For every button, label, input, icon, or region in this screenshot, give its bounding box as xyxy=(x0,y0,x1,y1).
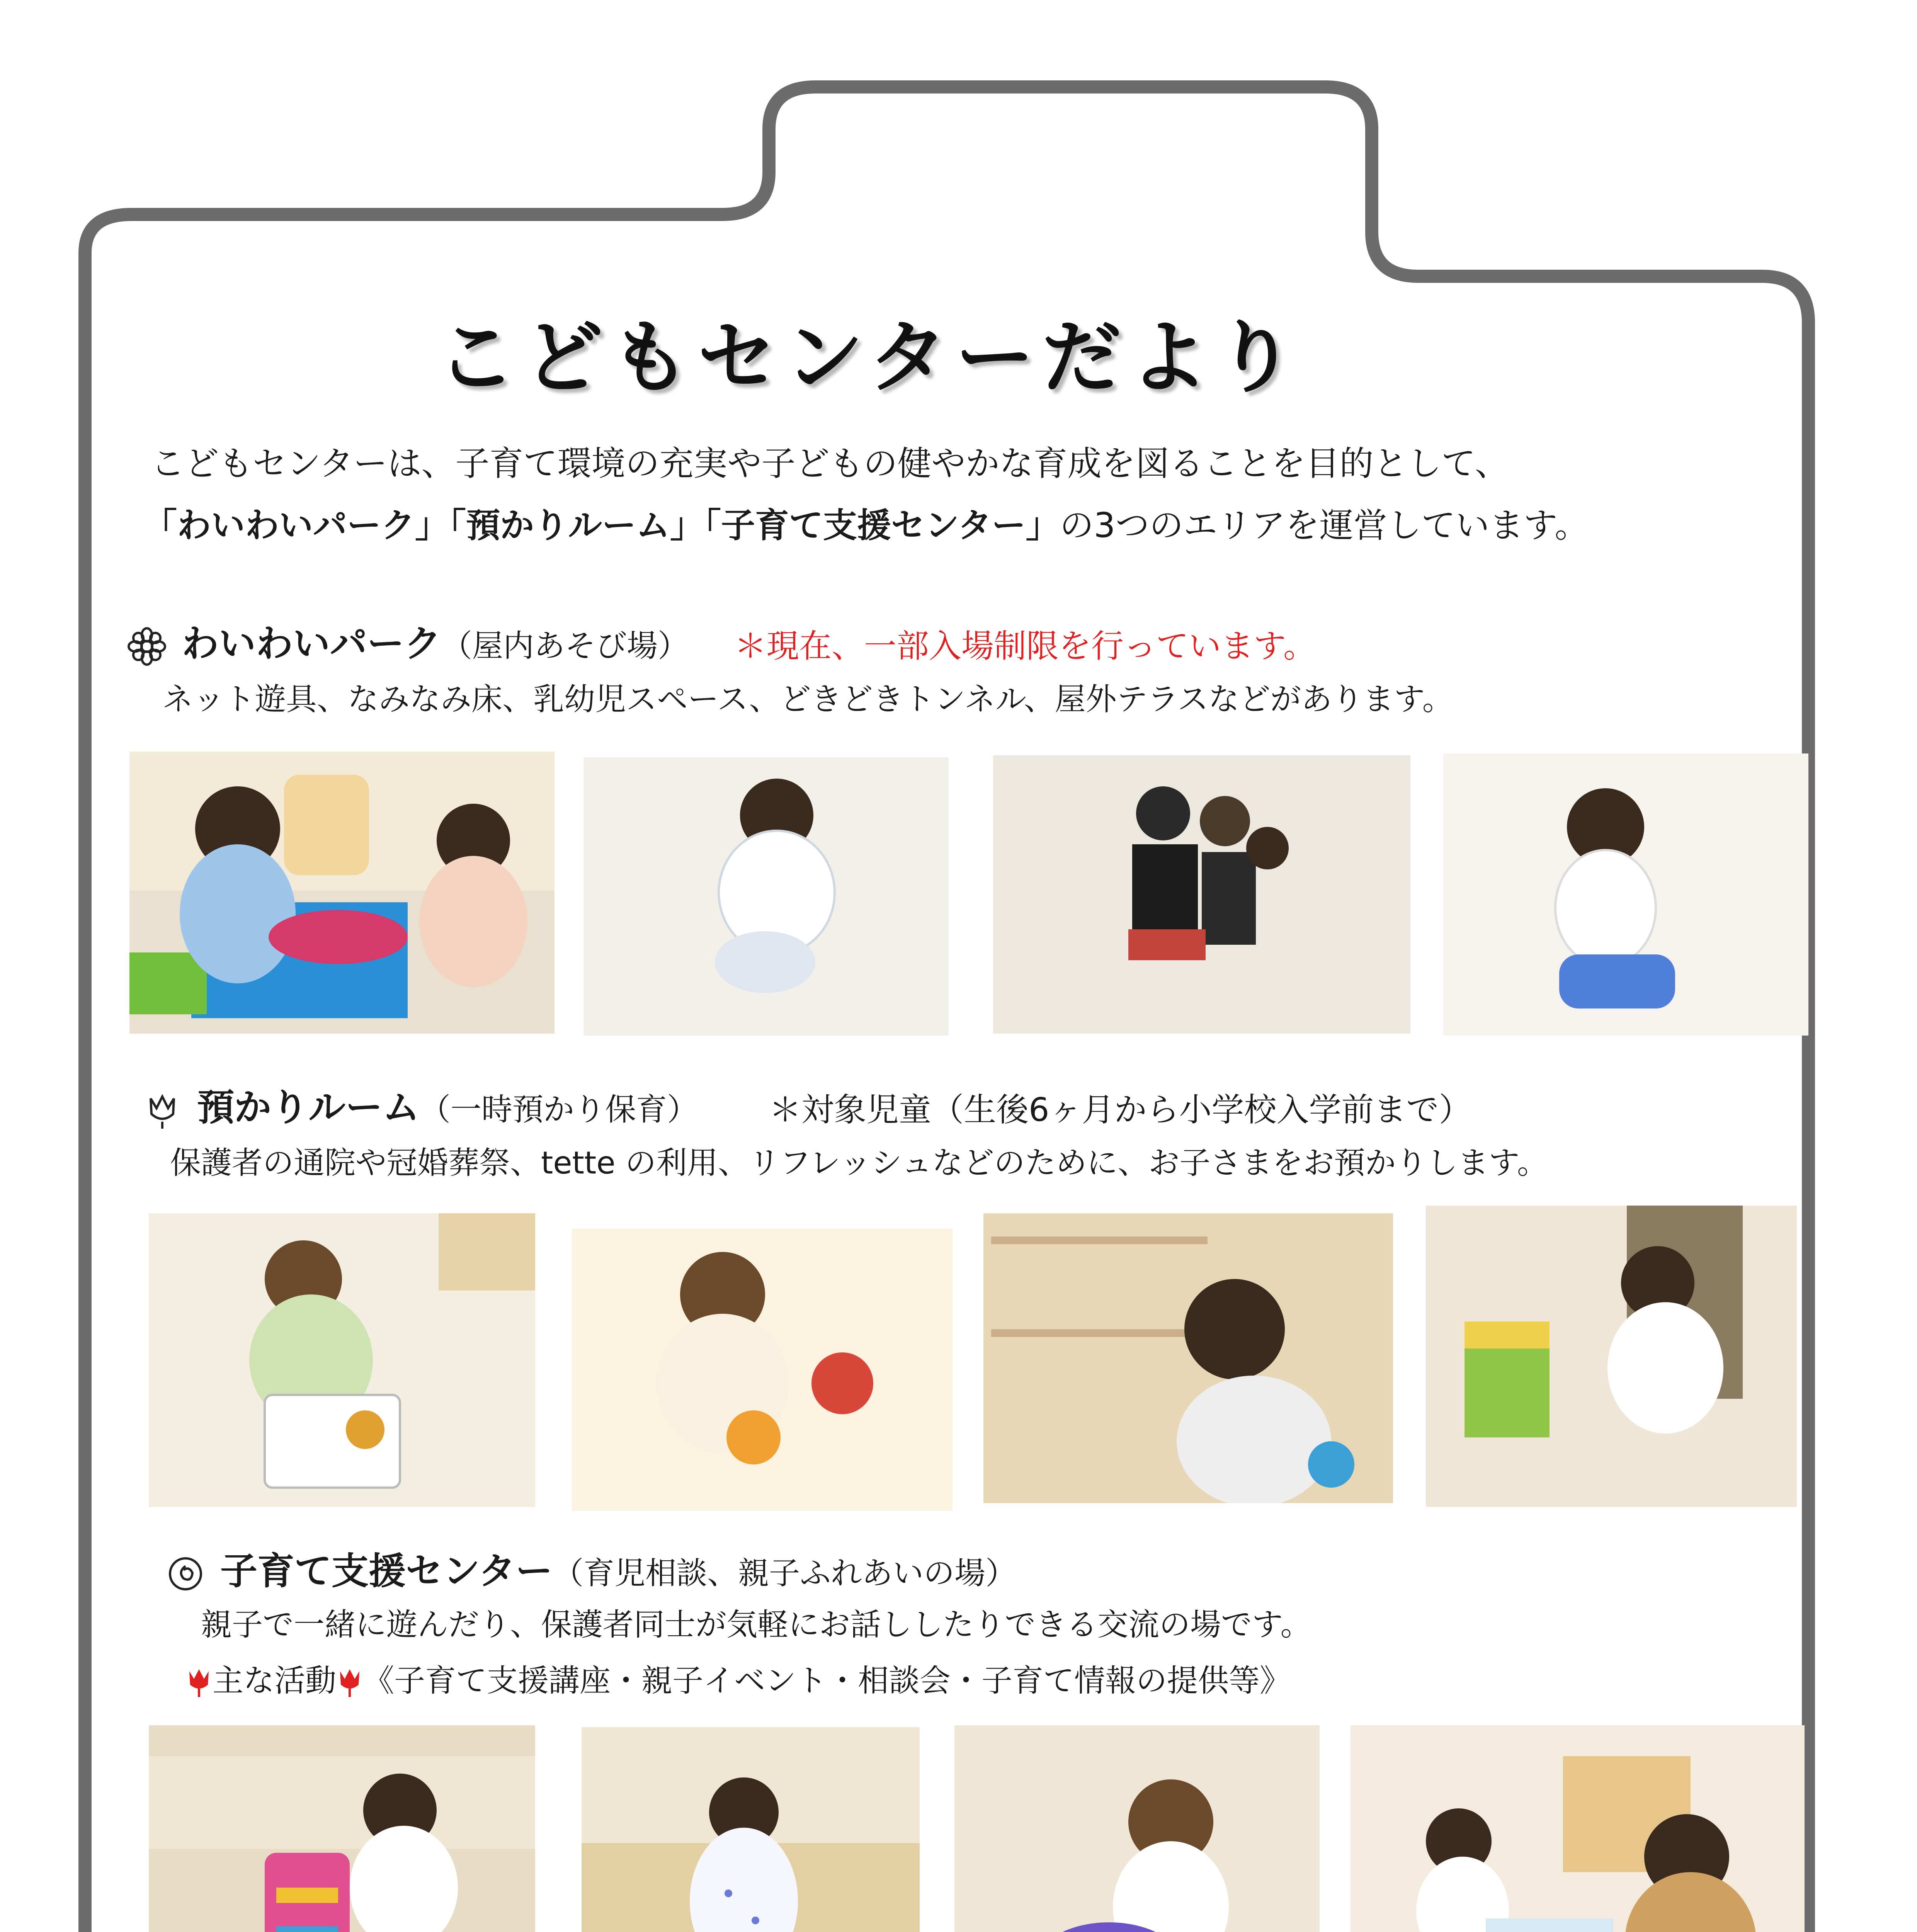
section-subtitle: （一時預かり保育） xyxy=(420,1092,698,1128)
rose-icon xyxy=(166,1554,205,1593)
intro-areas: 「わいわいパーク」「預かりルーム」「子育て支援センター」 xyxy=(143,505,1060,545)
target-children-note: ＊対象児童（生後6ヶ月から小学校入学前まで） xyxy=(769,1091,1471,1129)
section-support-center-heading xyxy=(166,1542,1016,1595)
section-subtitle: （育児相談、親子ふれあいの場） xyxy=(553,1555,1017,1591)
section-description: ネット遊具、なみなみ床、乳幼児スペース、どきどきトンネル、屋外テラスなどがあります。 xyxy=(162,681,1453,717)
photo-baby-reaching-shelf xyxy=(983,1213,1393,1503)
section-subtitle: （屋内あそび場） xyxy=(441,628,689,664)
photo-baby-with-anpanman xyxy=(572,1229,953,1511)
photo-boy-sitting-floor xyxy=(583,757,949,1036)
section-waiwai-park-heading xyxy=(128,614,689,667)
red-tulip-icon xyxy=(185,1667,213,1698)
photo-toddler-toy-basket xyxy=(149,1213,535,1507)
photo-baby-on-lap xyxy=(1426,1206,1797,1507)
photo-kids-playing-table xyxy=(129,752,555,1034)
intro-line-1: こどもセンターは、子育て環境の充実や子どもの健やかな育成を図ることを目的として、 xyxy=(151,444,1509,483)
section-title: 預かりルーム xyxy=(197,1086,420,1129)
photo-baby-activity-toy xyxy=(954,1725,1320,1932)
entry-restriction-notice: ＊現在、一部入場制限を行っています。 xyxy=(734,627,1316,665)
section-title: わいわいパーク xyxy=(182,622,441,665)
tulip-icon xyxy=(143,1091,182,1129)
photo-family-sitting xyxy=(993,755,1410,1034)
photo-girl-standing xyxy=(582,1727,920,1932)
red-tulip-icon xyxy=(336,1667,363,1698)
main-activities-label: 主な活動 xyxy=(213,1663,336,1699)
photo-girl-riding-toy xyxy=(1443,753,1808,1036)
photo-two-boys-playing xyxy=(1351,1725,1805,1932)
intro-line-2 xyxy=(143,498,1589,547)
main-activities-line xyxy=(185,1656,1291,1700)
section-azukari-room-heading xyxy=(143,1078,698,1131)
flower-icon xyxy=(128,627,166,666)
section-description: 保護者の通院や冠婚葬祭、tette の利用、リフレッシュなどのために、お子さまをお預かりします。 xyxy=(170,1145,1548,1181)
main-activities-detail: 《子育て支援講座・親子イベント・相談会・子育て情報の提供等》 xyxy=(363,1663,1291,1699)
page-title: こどもセンターだより xyxy=(437,312,1303,404)
section-title: 子育て支援センター xyxy=(220,1549,553,1593)
section-description: 親子で一緒に遊んだり、保護者同士が気軽にお話ししたりできる交流の場です。 xyxy=(201,1607,1311,1643)
photo-boy-ball-tower xyxy=(149,1725,535,1932)
intro-areas-rest: の3つのエリアを運営しています。 xyxy=(1060,505,1589,545)
